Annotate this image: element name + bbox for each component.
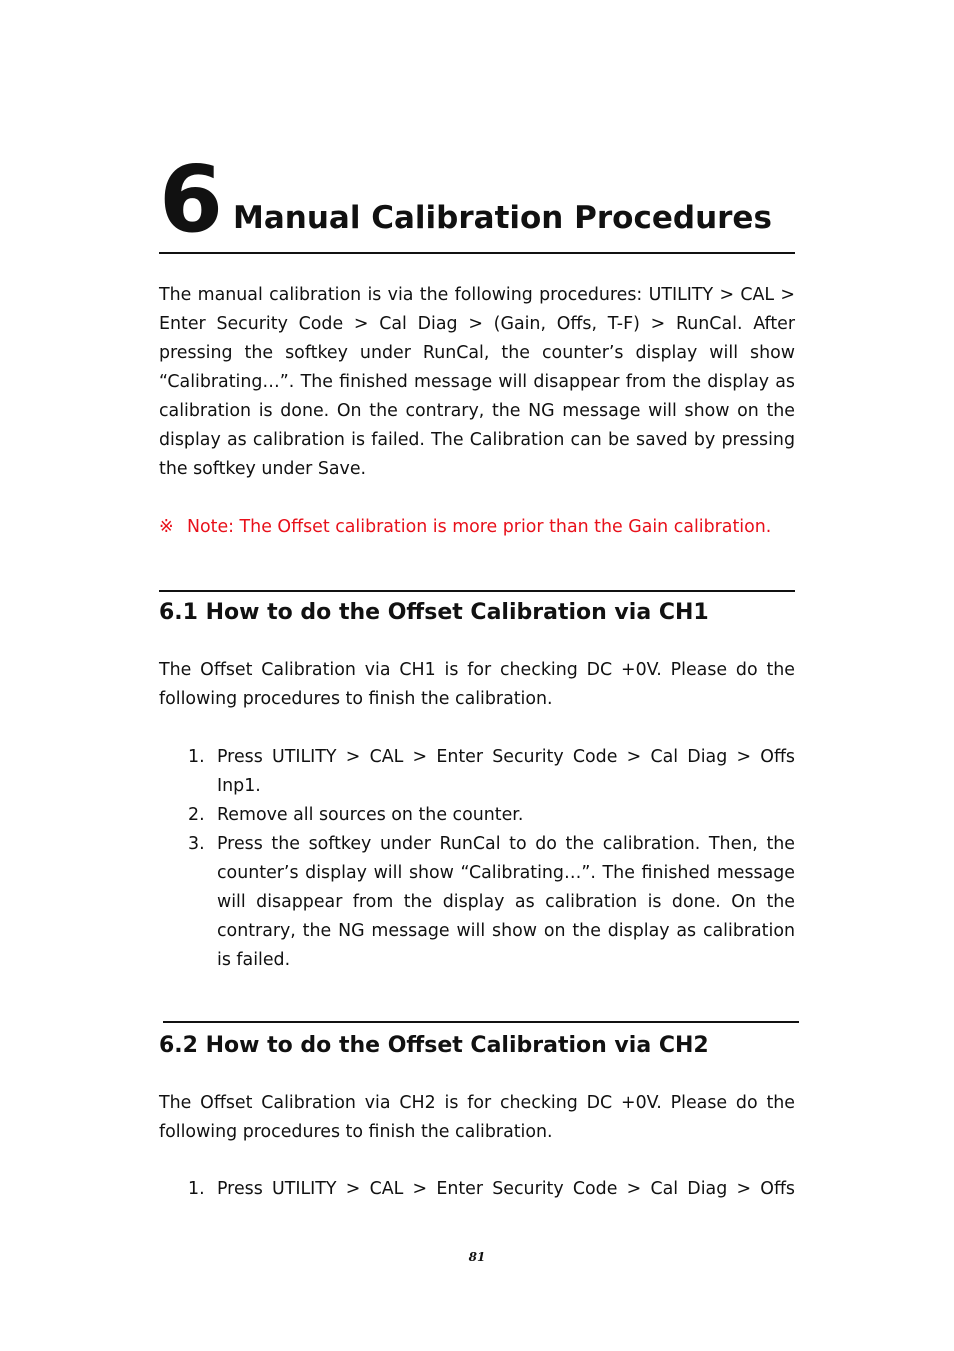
section-2-rule: [163, 1021, 799, 1023]
section-1-rule: [159, 590, 795, 592]
chapter-title: Manual Calibration Procedures: [233, 200, 772, 236]
chapter-heading: [159, 148, 795, 254]
list-item: [159, 743, 795, 801]
section-1-heading: 6.1 How to do the Offset Calibration via CH1: [159, 600, 709, 625]
list-item: [159, 830, 795, 975]
step-text: Remove all sources on the counter.: [217, 805, 524, 825]
page-number: 81: [468, 1250, 486, 1264]
step-number: 1.: [188, 1179, 205, 1199]
step-number: 3.: [188, 834, 205, 854]
step-number: 2.: [188, 805, 205, 825]
step-number: 1.: [188, 747, 205, 767]
note-text: Note: The Offset calibration is more prior than the Gain calibration.: [187, 517, 772, 537]
section-2-heading: 6.2 How to do the Offset Calibration via CH2: [159, 1033, 709, 1058]
section-2-steps: [159, 1175, 795, 1204]
list-item: [159, 1175, 795, 1204]
section-2-intro: The Offset Calibration via CH2 is for checking DC +0V. Please do the following procedures to finish the calibration.: [159, 1093, 795, 1142]
note: [159, 513, 819, 542]
list-item: [159, 801, 795, 830]
note-symbol: ※: [159, 517, 174, 537]
section-1-steps: [159, 743, 795, 975]
step-text: Press UTILITY > CAL > Enter Security Code > Cal Diag > Offs: [217, 1179, 795, 1199]
step-text: Press the softkey under RunCal to do the calibration. Then, the counter’s display will show “Calibrating…”. The finished message will disappear from the display as calibration is done. On the contrary, the NG message will show on the display as calibration is failed.: [217, 834, 795, 970]
section-1-intro: The Offset Calibration via CH1 is for checking DC +0V. Please do the following procedures to finish the calibration.: [159, 660, 795, 709]
chapter-number: 6: [159, 146, 222, 253]
intro-paragraph: The manual calibration is via the following procedures: UTILITY > CAL > Enter Security Code > Cal Diag > (Gain, Offs, T-F) > RunCal. After pressing the softkey under RunCal, the counter’s display will show “Calibrating…”. The finished message will disappear from the display as calibration is done. On the contrary, the NG message will show on the display as calibration is failed. The Calibration can be saved by pressing the softkey under Save.: [159, 285, 795, 479]
step-text: Press UTILITY > CAL > Enter Security Code > Cal Diag > Offs Inp1.: [217, 747, 795, 796]
